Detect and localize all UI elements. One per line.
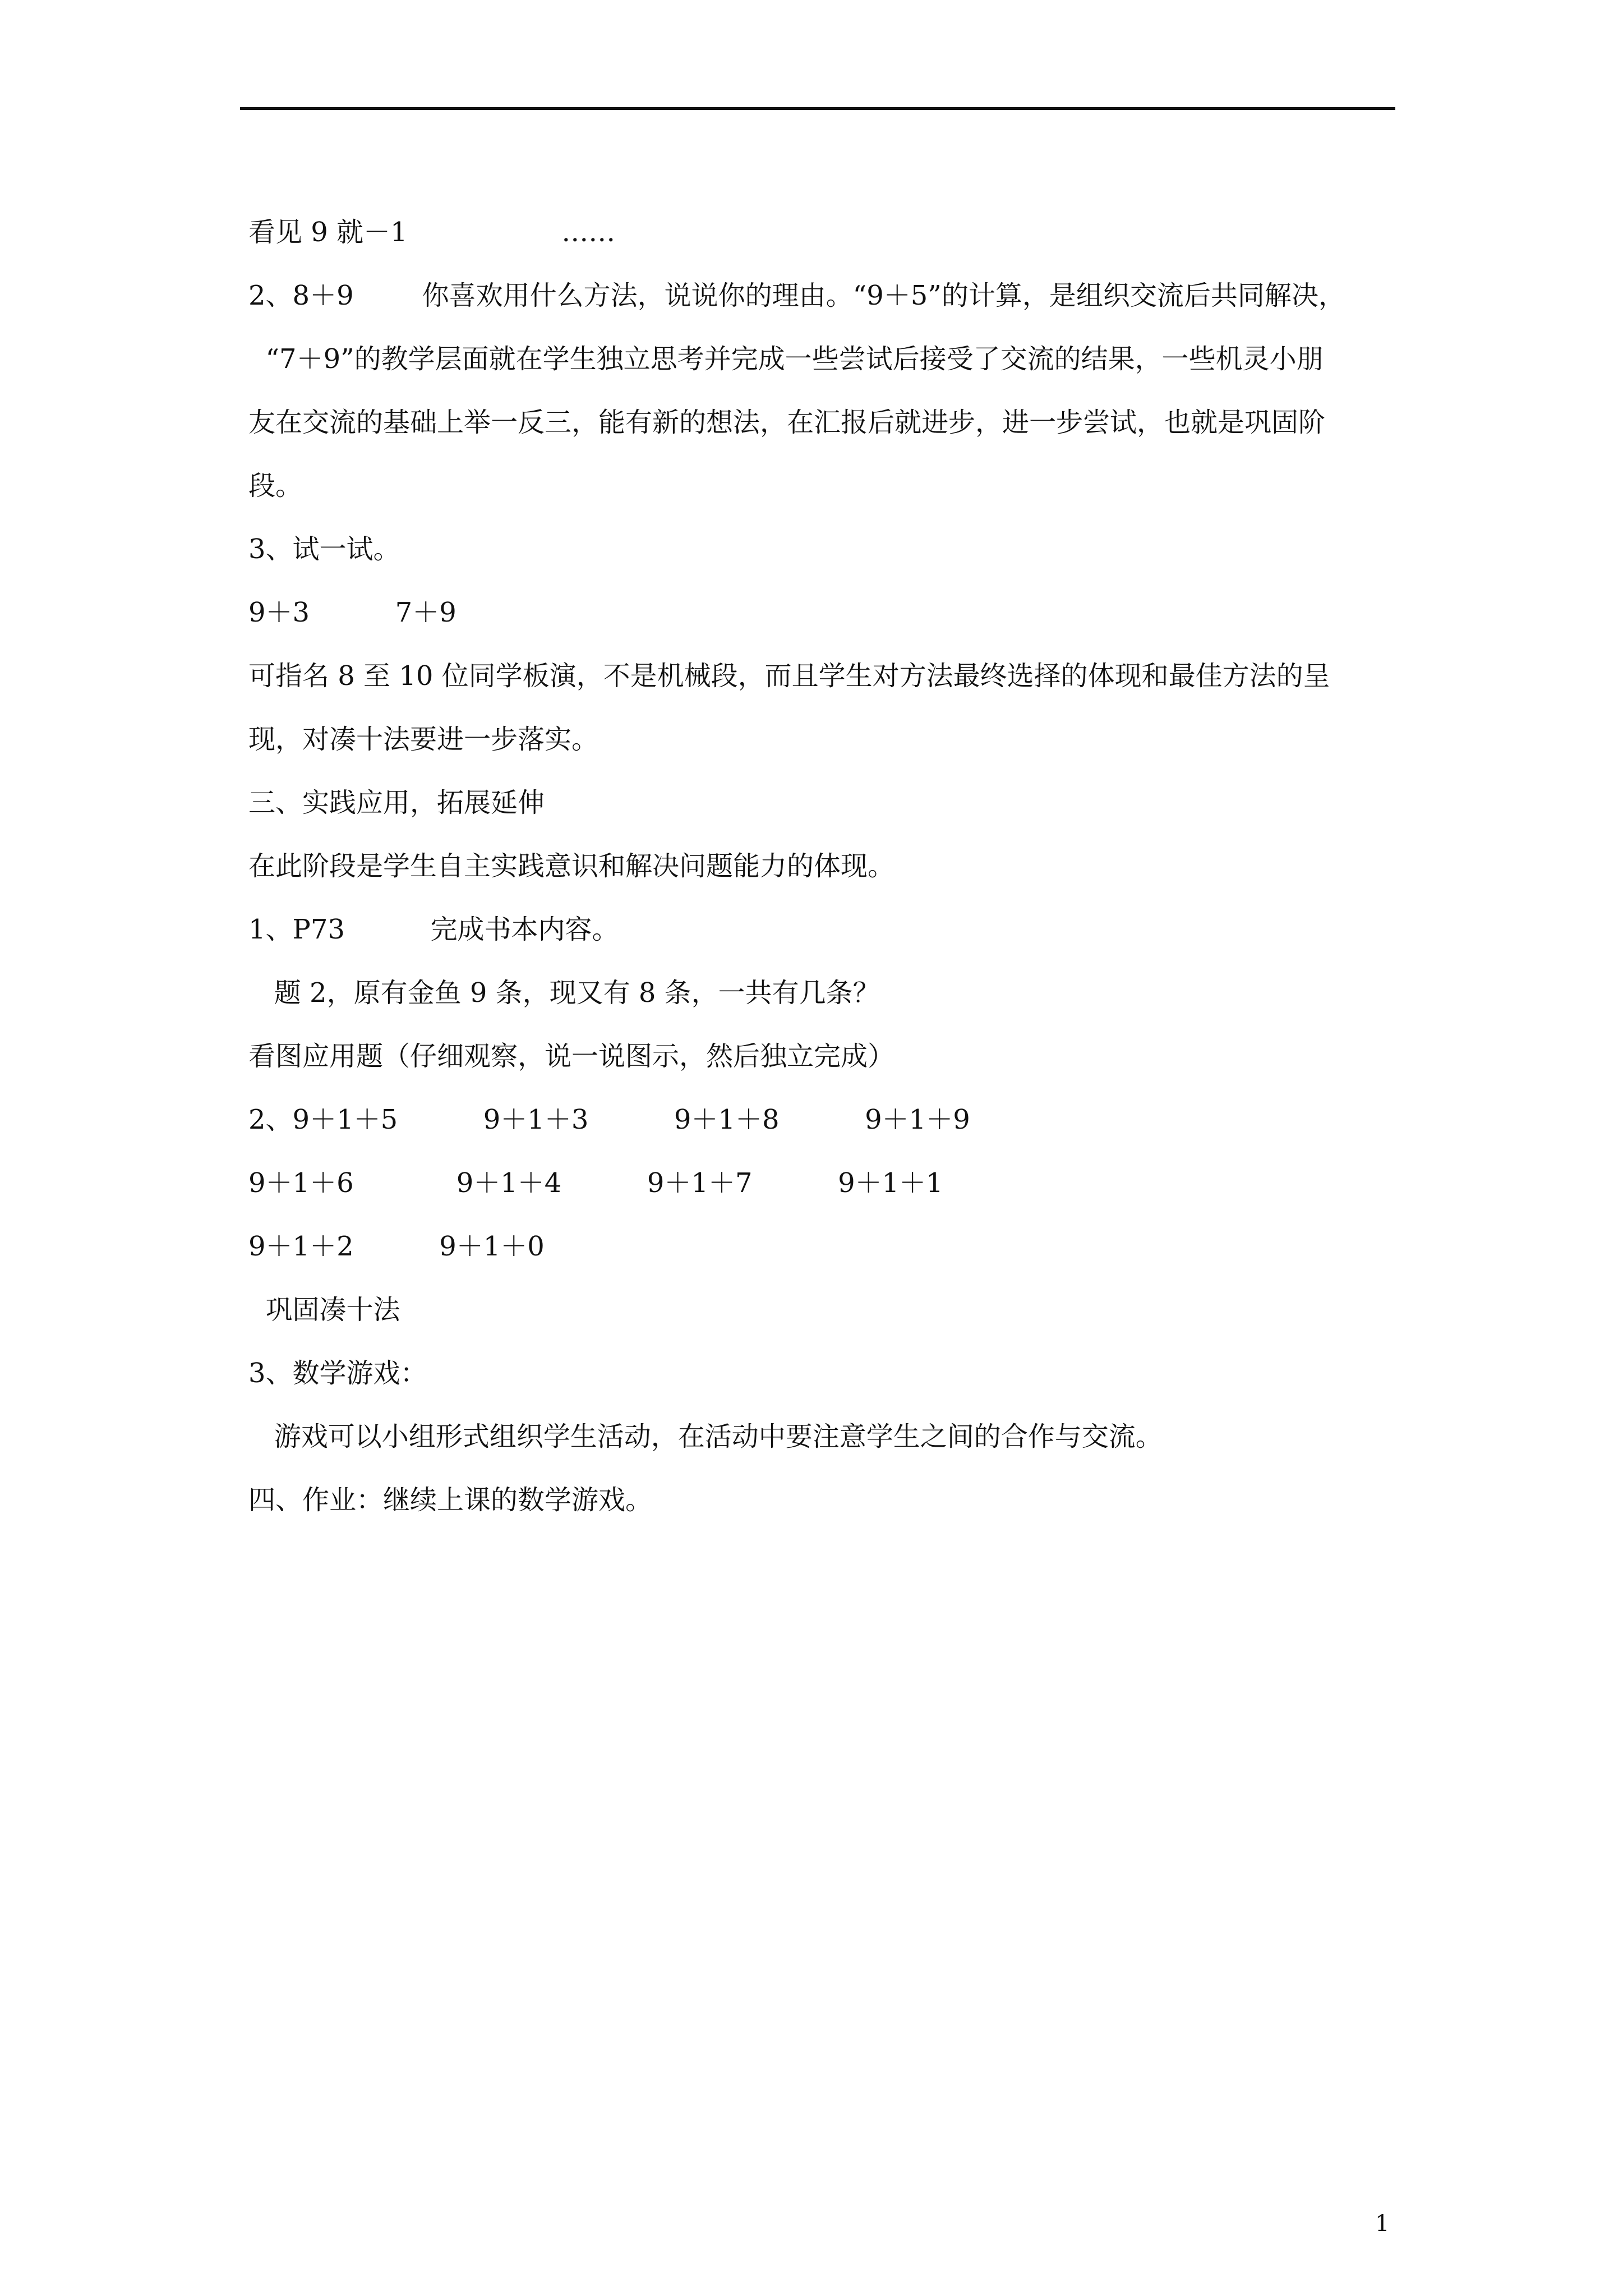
text-line: 3、试一试。 [248,533,400,565]
text-line: 巩固凑十法 [248,1294,400,1326]
section-heading: 四、作业：继续上课的数学游戏。 [248,1484,653,1516]
section-heading: 三、实践应用，拓展延伸 [248,787,545,818]
text-line: 游戏可以小组形式组织学生活动，在活动中要注意学生之间的合作与交流。 [248,1421,1163,1452]
text-line: 可指名 8 至 10 位同学板演，不是机械段，而且学生对方法最终选择的体现和最佳方法的呈 [248,660,1330,692]
text-line: 9＋1＋6 9＋1＋4 9＋1＋7 9＋1＋1 [248,1167,943,1199]
text-line: 现，对凑十法要进一步落实。 [248,724,599,755]
header-rule [240,107,1395,110]
text-line: 段。 [248,470,303,501]
text-line: 看图应用题（仔细观察，说一说图示，然后独立完成） [248,1041,895,1072]
text-line: 在此阶段是学生自主实践意识和解决问题能力的体现。 [248,850,895,882]
text-line: 9＋3 7＋9 [248,597,457,628]
text-line: 1、P73 完成书本内容。 [248,914,619,945]
page-number: 1 [1375,2211,1390,2237]
text-line: 题 2，原有金鱼 9 条，现又有 8 条，一共有几条？ [248,977,880,1009]
text-line: 9＋1＋2 9＋1＋0 [248,1231,545,1262]
text-line: 3、数学游戏： [248,1358,427,1389]
text-line: 2、8＋9 你喜欢用什么方法，说说你的理由。“9＋5”的计算，是组织交流后共同解决， [248,280,1345,311]
text-line: “7＋9”的教学层面就在学生独立思考并完成一些尝试后接受了交流的结果，一些机灵小朋 [248,343,1324,375]
text-line: 友在交流的基础上举一反三，能有新的想法，在汇报后就进步，进一步尝试，也就是巩固阶 [248,407,1326,438]
text-line: 2、9＋1＋5 9＋1＋3 9＋1＋8 9＋1＋9 [248,1104,970,1135]
text-line: 看见 9 就－1 …… [248,217,616,248]
